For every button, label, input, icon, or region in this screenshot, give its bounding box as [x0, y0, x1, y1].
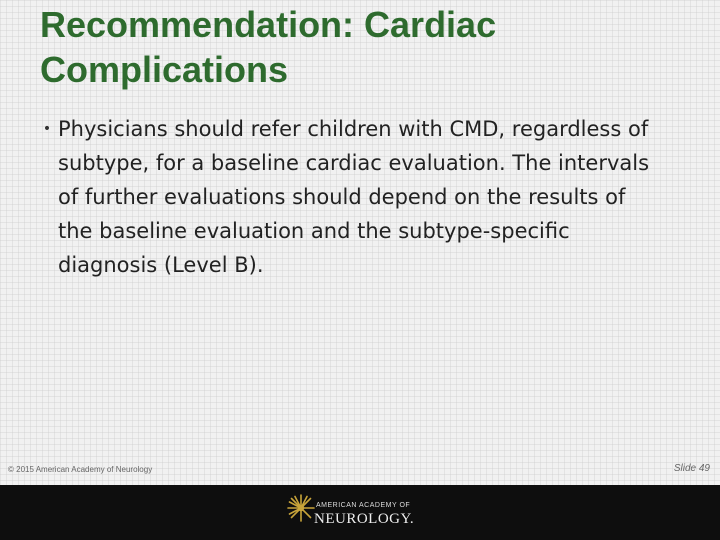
- slide-number: Slide 49: [673, 463, 710, 474]
- copyright-notice: © 2015 American Academy of Neurology: [8, 465, 153, 474]
- bullet-item: [36, 112, 676, 282]
- sunburst-logo-icon: [286, 493, 316, 523]
- slide-body: [36, 112, 676, 282]
- slide-title: Recommendation: Cardiac Complications: [40, 4, 497, 90]
- logo-text-top: AMERICAN ACADEMY OF: [316, 502, 411, 509]
- logo-text-bottom: NEUROLOGY.: [314, 511, 415, 527]
- bottom-bar: [0, 485, 720, 540]
- bullet-text: Physicians should refer children with CMD, regardless of subtype, for a baseline cardiac evaluation. The intervals of further evaluations should depend on the results of the baseline evaluation and the subtype-specific diagnosis (Level B).: [58, 117, 650, 277]
- bullet-icon: •: [42, 121, 52, 137]
- aan-logo: [286, 493, 436, 533]
